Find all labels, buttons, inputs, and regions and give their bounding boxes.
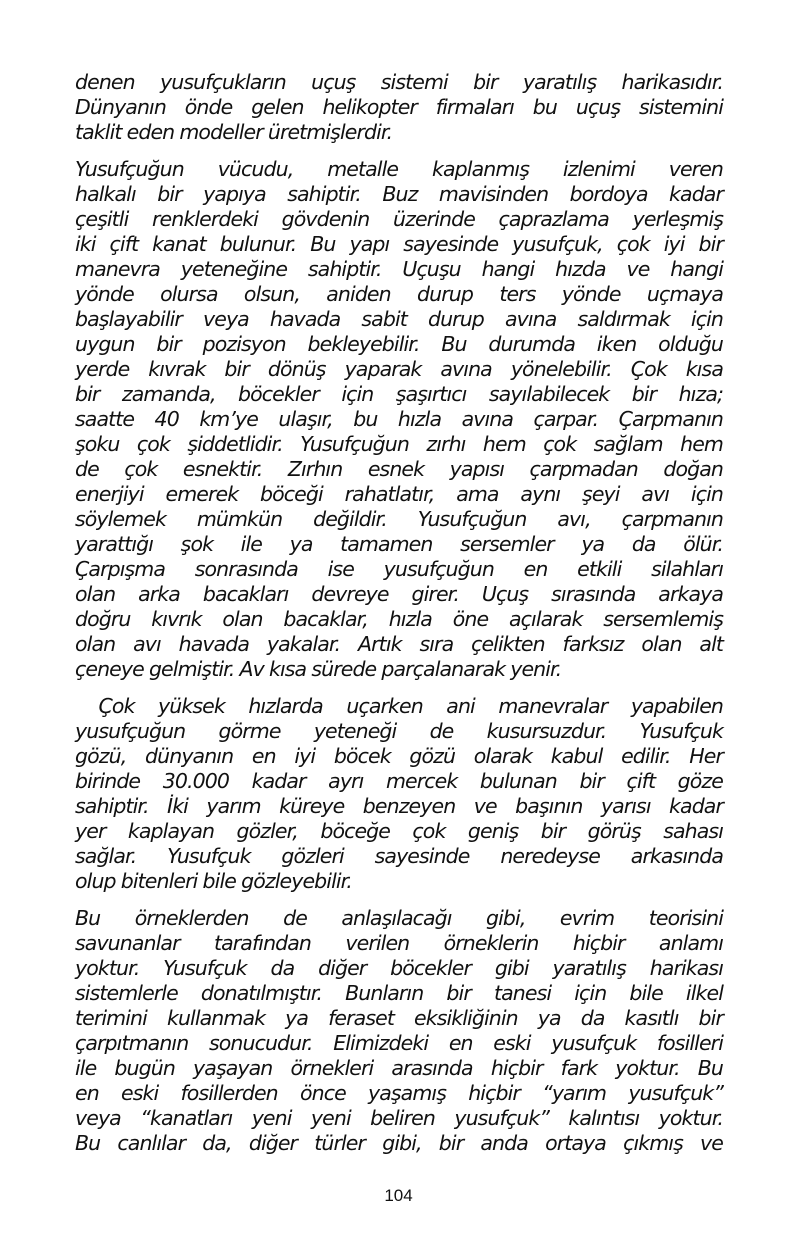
text-line: Bu örneklerden de anlaşılacağı gibi, evrim teorisini xyxy=(75,906,723,930)
paragraph-4 xyxy=(75,906,723,1156)
text-line: de çok esnektir. Zırhın esnek yapısı çarpmadan doğan xyxy=(75,457,723,481)
text-line: sistemlerle donatılmıştır. Bunların bir tanesi için bile ilkel xyxy=(75,981,723,1005)
text-line: şoku çok şiddetlidir. Yusufçuğun zırhı hem çok sağlam hem xyxy=(75,432,723,456)
page-number: 104 xyxy=(384,1186,413,1205)
text-line: Çarpışma sonrasında ise yusufçuğun en etkili silahları xyxy=(75,557,723,581)
text-line: manevra yeteneğine sahiptir. Uçuşu hangi hızda ve hangi xyxy=(75,257,723,281)
text-line: savunanlar tarafından verilen örneklerin hiçbir anlamı xyxy=(75,931,723,955)
text-line: birinde 30.000 kadar ayrı mercek bulunan bir çift göze xyxy=(75,769,723,793)
paragraph-1 xyxy=(75,70,723,145)
text-line: uygun bir pozisyon bekleyebilir. Bu durumda iken olduğu xyxy=(75,332,723,356)
text-line: sağlar. Yusufçuk gözleri sayesinde neredeyse arkasında xyxy=(75,844,723,868)
page-body xyxy=(75,70,723,1168)
text-line: saatte 40 km’ye ulaşır, bu hızla avına çarpar. Çarpmanın xyxy=(75,407,723,431)
text-line: olan arka bacakları devreye girer. Uçuş sırasında arkaya xyxy=(75,582,723,606)
text-line: yer kaplayan gözler, böceğe çok geniş bir görüş sahası xyxy=(75,819,723,843)
text-line: enerjiyi emerek böceği rahatlatır, ama aynı şeyi avı için xyxy=(75,482,723,506)
text-line: en eski fosillerden önce yaşamış hiçbir “yarım yusufçuk” xyxy=(75,1081,723,1105)
text-line: çeşitli renklerdeki gövdenin üzerinde çaprazlama yerleşmiş xyxy=(75,207,723,231)
text-line: veya “kanatları yeni yeni beliren yusufçuk” kalıntısı yoktur. xyxy=(75,1106,723,1130)
text-line: yoktur. Yusufçuk da diğer böcekler gibi yaratılış harikası xyxy=(75,956,723,980)
text-line: ile bugün yaşayan örnekleri arasında hiçbir fark yoktur. Bu xyxy=(75,1056,723,1080)
text-line: yönde olursa olsun, aniden durup ters yönde uçmaya xyxy=(75,282,723,306)
text-line: taklit eden modeller üretmişlerdir. xyxy=(75,120,393,144)
text-line: çeneye gelmiştir. Av kısa sürede parçalanarak yenir. xyxy=(75,657,562,681)
paragraph-3 xyxy=(75,694,723,894)
text-line: Yusufçuğun vücudu, metalle kaplanmış izlenimi veren xyxy=(75,157,723,181)
text-line: bir zamanda, böcekler için şaşırtıcı sayılabilecek bir hıza; xyxy=(75,382,723,406)
text-line: çarpıtmanın sonucudur. Elimizdeki en eski yusufçuk fosilleri xyxy=(75,1031,723,1055)
text-line: yusufçuğun görme yeteneği de kusursuzdur. Yusufçuk xyxy=(75,719,723,743)
text-line: gözü, dünyanın en iyi böcek gözü olarak kabul edilir. Her xyxy=(75,744,723,768)
text-line: Çok yüksek hızlarda uçarken ani manevralar yapabilen xyxy=(75,694,723,718)
text-line: doğru kıvrık olan bacaklar, hızla öne açılarak sersemlemiş xyxy=(75,607,723,631)
text-line: terimini kullanmak ya feraset eksikliğinin ya da kasıtlı bir xyxy=(75,1006,723,1030)
text-line: denen yusufçukların uçuş sistemi bir yaratılış harikasıdır. xyxy=(75,70,723,94)
text-line: sahiptir. İki yarım küreye benzeyen ve başının yarısı kadar xyxy=(75,794,723,818)
text-line: yarattığı şok ile ya tamamen sersemler ya da ölür. xyxy=(75,532,723,556)
text-line: yerde kıvrak bir dönüş yaparak avına yönelebilir. Çok kısa xyxy=(75,357,723,381)
paragraph-2 xyxy=(75,157,723,682)
text-line: olup bitenleri bile gözleyebilir. xyxy=(75,869,352,893)
text-line: Bu canlılar da, diğer türler gibi, bir anda ortaya çıkmış ve xyxy=(75,1131,723,1155)
text-line: söylemek mümkün değildir. Yusufçuğun avı, çarpmanın xyxy=(75,507,723,531)
text-line: olan avı havada yakalar. Artık sıra çelikten farksız olan alt xyxy=(75,632,723,656)
text-line: halkalı bir yapıya sahiptir. Buz mavisinden bordoya kadar xyxy=(75,182,723,206)
text-line: başlayabilir veya havada sabit durup avına saldırmak için xyxy=(75,307,723,331)
text-line: Dünyanın önde gelen helikopter firmaları bu uçuş sistemini xyxy=(75,95,723,119)
text-line: iki çift kanat bulunur. Bu yapı sayesinde yusufçuk, çok iyi bir xyxy=(75,232,723,256)
